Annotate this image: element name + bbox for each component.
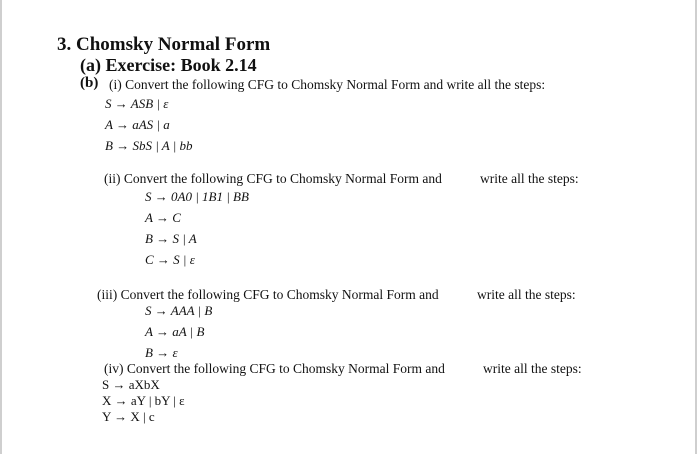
question-ii-prompt: (ii) Convert the following CFG to Chomsky Normal Form and [104, 171, 442, 186]
question-i-prompt: (i) Convert the following CFG to Chomsky Normal Form and write all the steps: [109, 77, 546, 92]
grammar-rule: A → aAS | a [105, 117, 170, 132]
grammar-rule: A → aA | B [145, 324, 205, 339]
grammar-rule: S → aXbX [102, 377, 160, 392]
grammar-rule: S → 0A0 | 1B1 | BB [145, 189, 249, 204]
question-iv-prompt-tail: write all the steps: [483, 361, 582, 376]
grammar-rule: S → ASB | ε [105, 96, 169, 111]
grammar-rule: C → S | ε [145, 252, 195, 267]
question-iv-prompt: (iv) Convert the following CFG to Chomsky Normal Form and [104, 361, 445, 376]
section-heading: 3. Chomsky Normal Form [57, 34, 271, 55]
grammar-rule: X → aY | bY | ε [102, 393, 185, 408]
part-b-label: (b) [80, 75, 99, 91]
grammar-rule: A → C [145, 210, 181, 225]
page-edge-left [0, 0, 2, 454]
part-a-label: (a) Exercise: Book 2.14 [80, 55, 257, 75]
grammar-rule: S → AAA | B [145, 303, 213, 318]
grammar-rule: B → SbS | A | bb [105, 138, 193, 153]
question-ii-prompt-tail: write all the steps: [480, 171, 579, 186]
grammar-rule: B → S | A [145, 231, 197, 246]
question-iii-prompt-tail: write all the steps: [477, 287, 576, 302]
grammar-rule: Y → X | c [102, 409, 155, 424]
grammar-rule: B → ε [145, 345, 178, 360]
question-iii-prompt: (iii) Convert the following CFG to Chomsky Normal Form and [97, 287, 439, 302]
